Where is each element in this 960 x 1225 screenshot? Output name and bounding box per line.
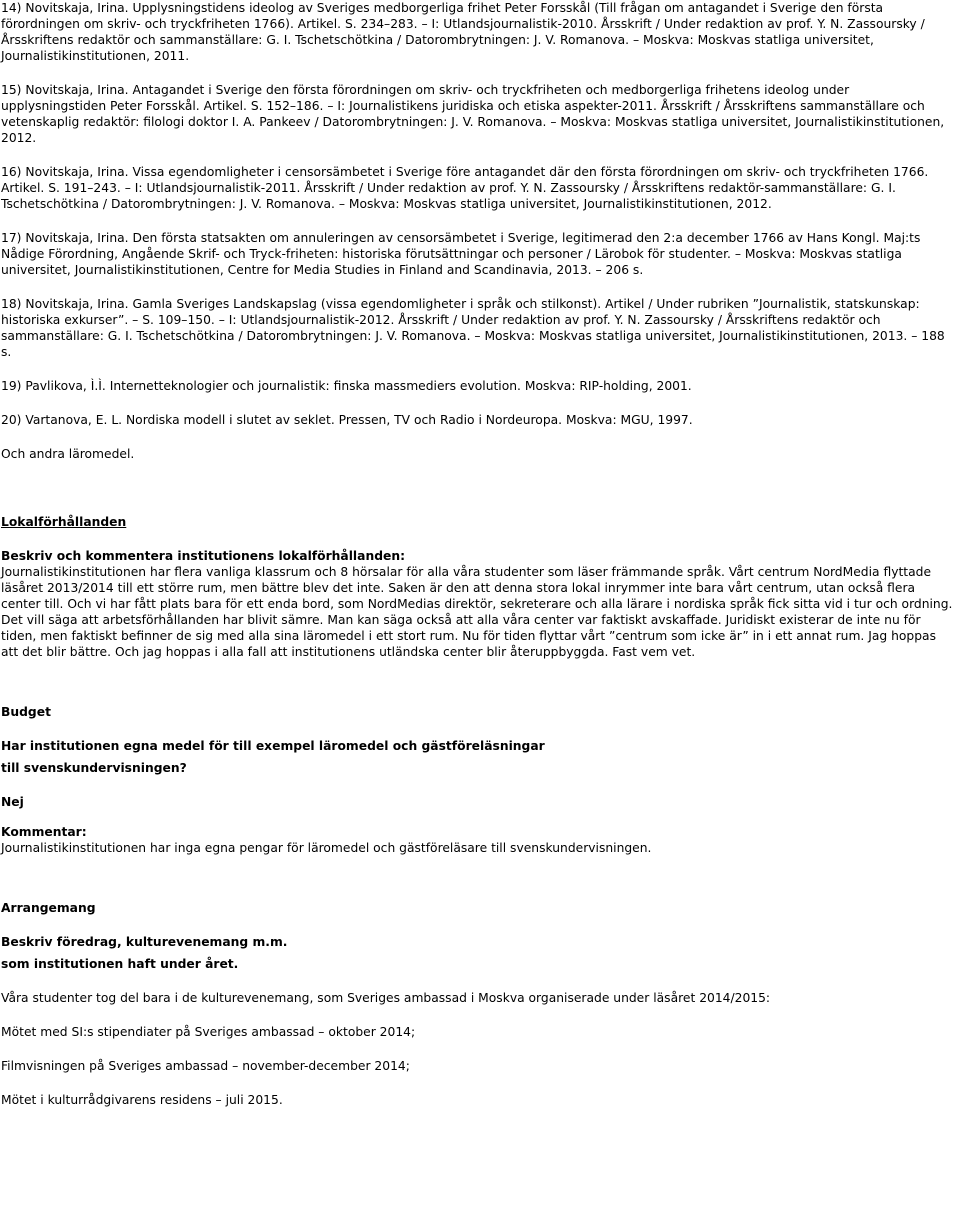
section-heading-lokal: Lokalförhållanden: [1, 515, 127, 529]
spacer: [1, 462, 954, 514]
reference-text: Novitskaja, Irina. Antagandet i Sverige den första förordningen om skriv- och tryckfriheten och medborgerliga frihetens ideolog under upplysningstiden Peter Forsskål. Artikel. S. 152–186. – I: Journalistikens juridiska och etiska aspekter-2011. Årsskrift / Årsskriftens sammanställare och vetenskaplig redaktör: filologi doktor I. A. Pankeev / Datorombrytningen: J. V. Romanova. – Moskva: Moskvas statliga universitet, Journalistikinstitutionen, 2012.: [1, 83, 945, 145]
arrangemang-intro: Våra studenter tog del bara i de kulturevenemang, som Sveriges ambassad i Moskva organiserade under läsåret 2014/2015:: [1, 991, 771, 1005]
reference-text: Novitskaja, Irina. Gamla Sveriges Landskapslag (vissa egendomligheter i språk och stilkonst). Artikel / Under rubriken ”Journalistik, statskunskap: historiska exkurser”. – S. 109–150. – I: Utlandsjournalistik-2012. Årsskrift / Under redaktion av prof. Y. N. Zassoursky / Årsskriftens redaktör och sammanställare: G. I. Tschetschötkina / Datorombrytningen: J. V. Romanova. – Moskva: Moskvas statliga universitet, Journalistikinstitutionen, 2013. – 188 s.: [1, 297, 945, 359]
spacer: [1, 660, 954, 704]
reference-number: 18): [1, 297, 22, 311]
reference-list: [1, 0, 954, 462]
event-item: Filmvisningen på Sveriges ambassad – november-december 2014;: [1, 1059, 410, 1073]
reference-item-19: [1, 378, 954, 394]
lokal-question: Beskriv och kommentera institutionens lokalförhållanden:: [1, 549, 406, 563]
arrangemang-question-line1: Beskriv föredrag, kulturevenemang m.m.: [1, 935, 288, 949]
budget-question-line2: till svenskundervisningen?: [1, 761, 187, 775]
reference-number: 17): [1, 231, 22, 245]
spacer: [1, 972, 954, 990]
arrangemang-question-line2: som institutionen haft under året.: [1, 957, 239, 971]
reference-item-16: [1, 164, 954, 212]
spacer: [1, 776, 954, 794]
reference-item-17: [1, 230, 954, 278]
spacer: [1, 856, 954, 900]
reference-number: 15): [1, 83, 22, 97]
event-item: Mötet i kulturrådgivarens residens – juli 2015.: [1, 1093, 283, 1107]
reference-text: Pavlikova, Ì.Ì. Internetteknologier och journalistik: finska massmediers evolution. Moskva: RIP-holding, 2001.: [25, 379, 692, 393]
reference-number: 19): [1, 379, 22, 393]
reference-item-15: [1, 82, 954, 146]
reference-number: 16): [1, 165, 22, 179]
reference-text: Vartanova, E. L. Nordiska modell i slutet av seklet. Pressen, TV och Radio i Nordeuropa. Moskva: MGU, 1997.: [25, 413, 693, 427]
reference-item-14: [1, 0, 954, 64]
section-heading-arrangemang: Arrangemang: [1, 901, 96, 915]
spacer: [1, 530, 954, 548]
reference-item-20: [1, 412, 954, 428]
section-heading-budget: Budget: [1, 705, 51, 719]
spacer: [1, 1040, 954, 1058]
event-item: Mötet med SI:s stipendiater på Sveriges ambassad – oktober 2014;: [1, 1025, 416, 1039]
section-arrangemang: [1, 900, 954, 1108]
spacer: [1, 1074, 954, 1092]
reference-item-18: [1, 296, 954, 360]
section-lokal: [1, 514, 954, 660]
section-budget: [1, 704, 954, 856]
budget-comment: Journalistikinstitutionen har inga egna pengar för läromedel och gästföreläsare till svenskundervisningen.: [1, 841, 652, 855]
reference-number: 20): [1, 413, 22, 427]
spacer: [1, 810, 954, 824]
reference-text: Novitskaja, Irina. Vissa egendomligheter i censorsämbetet i Sverige före antagandet där den första förordningen om skriv- och tryckfriheten 1766. Artikel. S. 191–243. – I: Utlandsjournalistik-2011. Årsskrift / Under redaktion av prof. Y. N. Zassoursky / Årsskriftens redaktör-sammanställare: G. I. Tschetschötkina / Datorombrytningen: J. V. Romanova. – Moskva: Moskvas statliga universitet, Journalistikinstitutionen, 2012.: [1, 165, 929, 211]
reference-text: Novitskaja, Irina. Upplysningstidens ideolog av Sveriges medborgerliga frihet Peter Forsskål (Till frågan om antagandet i Sverige den första förordningen om skriv- och tryckfriheten 1766). Artikel. S. 234–283. – I: Utlandsjournalistik-2010. Årsskrift / Under redaktion av prof. Y. N. Zassoursky / Årsskriftens redaktör och sammanställare: G. I. Tschetschötkina / Datorombrytningen: J. V. Romanova. – Moskva: Moskvas statliga universitet, Journalistikinstitutionen, 2011.: [1, 1, 925, 63]
budget-question-line1: Har institutionen egna medel för till exempel läromedel och gästföreläsningar: [1, 739, 545, 753]
budget-comment-label: Kommentar:: [1, 825, 87, 839]
reference-number: 14): [1, 1, 22, 15]
reference-text: Novitskaja, Irina. Den första statsakten om annuleringen av censorsämbetet i Sverige, legitimerad den 2:a december 1766 av Hans Kongl. Maj:ts Nådige Förordning, Angående Skrif- och Tryck-friheten: historiska förutsättningar och personer / Lärobok för studenter. – Moskva: Moskvas statliga universitet, Journalistikinstitutionen, Centre for Media Studies in Finland and Scandinavia, 2013. – 206 s.: [1, 231, 921, 277]
lokal-answer: Journalistikinstitutionen har flera vanliga klassrum och 8 hörsalar för alla våra studenter som läser främmande språk. Vårt centrum NordMedia flyttade läsåret 2013/2014 till ett större rum, men bättre blev det inte. Saken är den att denna stora lokal inrymmer inte bara vårt centrum, utan också flera center till. Och vi har fått plats bara för ett enda bord, som NordMedias direktör, sekreterare och alla lärare i nordiska språk fick sitta vid i tur och ordning. Det vill säga att arbetsförhållanden har blivit sämre. Man kan säga också att alla våra center var faktiskt avskaffade. Juridiskt existerar de inte nu för tiden, men faktiskt befinner de sig med alla sina läromedel i ett stort rum. Nu för tiden flyttar vårt ”centrum som icke är” in i ett annat rum. Jag hoppas att det blir bättre. Och jag hoppas i alla fall att institutionens utländska center blir återuppbyggda. Fast vem vet.: [1, 565, 953, 659]
other-textbooks-note: Och andra läromedel.: [1, 447, 135, 461]
spacer: [1, 1006, 954, 1024]
spacer: [1, 916, 954, 934]
spacer: [1, 720, 954, 738]
budget-answer: Nej: [1, 795, 24, 809]
